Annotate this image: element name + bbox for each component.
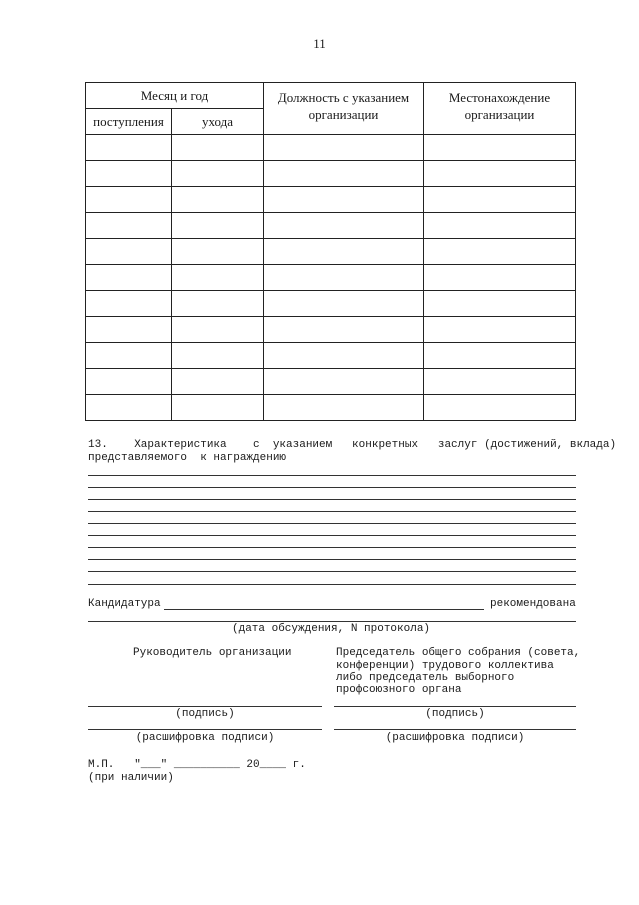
- table-cell[interactable]: [424, 265, 576, 291]
- table-cell[interactable]: [172, 135, 264, 161]
- table-cell[interactable]: [424, 395, 576, 421]
- table-cell[interactable]: [86, 369, 172, 395]
- table-cell[interactable]: [424, 239, 576, 265]
- right-decoding-line: [334, 729, 576, 730]
- table-cell[interactable]: [264, 161, 424, 187]
- characteristic-line: [88, 559, 576, 560]
- right-signature-line: [334, 706, 576, 707]
- table-cell[interactable]: [424, 317, 576, 343]
- table-row: [86, 395, 576, 421]
- table-row: [86, 213, 576, 239]
- table-row: [86, 239, 576, 265]
- candidacy-suffix: рекомендована: [490, 598, 576, 610]
- table-row: [86, 369, 576, 395]
- characteristic-line: [88, 475, 576, 476]
- table-cell[interactable]: [424, 369, 576, 395]
- table-cell[interactable]: [264, 395, 424, 421]
- table-cell[interactable]: [424, 161, 576, 187]
- table-row: [86, 161, 576, 187]
- table-cell[interactable]: [86, 395, 172, 421]
- characteristic-line: [88, 571, 576, 572]
- section-13-line-2: представляемого к награждению: [88, 452, 287, 464]
- table-body: [86, 135, 576, 421]
- table-cell[interactable]: [86, 239, 172, 265]
- table-row: [86, 317, 576, 343]
- table-cell[interactable]: [172, 369, 264, 395]
- table-row: [86, 135, 576, 161]
- characteristic-line: [88, 511, 576, 512]
- table-row: [86, 343, 576, 369]
- characteristic-line: [88, 523, 576, 524]
- left-decoding-caption: (расшифровка подписи): [135, 732, 275, 744]
- table-cell[interactable]: [264, 369, 424, 395]
- table-cell[interactable]: [424, 213, 576, 239]
- candidacy-caption: (дата обсуждения, N протокола): [232, 623, 431, 635]
- left-signatory-title: Руководитель организации: [133, 647, 292, 659]
- seal-note: (при наличии): [88, 772, 174, 784]
- position-header: Должность с указанием организации: [264, 83, 424, 135]
- left-signature-caption: (подпись): [175, 708, 235, 720]
- table-row: [86, 291, 576, 317]
- table-cell[interactable]: [172, 265, 264, 291]
- table-cell[interactable]: [86, 161, 172, 187]
- candidacy-second-line: [88, 621, 576, 622]
- characteristic-line: [88, 487, 576, 488]
- page-number: 11: [313, 36, 326, 51]
- table-cell[interactable]: [264, 317, 424, 343]
- table-cell[interactable]: [172, 317, 264, 343]
- left-decoding-line: [88, 729, 322, 730]
- table-cell[interactable]: [172, 213, 264, 239]
- end-header: ухода: [172, 109, 264, 135]
- characteristic-line: [88, 499, 576, 500]
- candidacy-blank: [164, 609, 484, 610]
- table-cell[interactable]: [86, 187, 172, 213]
- table-cell[interactable]: [264, 135, 424, 161]
- table-cell[interactable]: [264, 265, 424, 291]
- table-cell[interactable]: [424, 187, 576, 213]
- table-cell[interactable]: [86, 135, 172, 161]
- table-cell[interactable]: [264, 343, 424, 369]
- right-signatory-title-1: Председатель общего собрания (совета,: [336, 647, 581, 659]
- table-cell[interactable]: [424, 135, 576, 161]
- table-cell[interactable]: [86, 291, 172, 317]
- table-cell[interactable]: [86, 265, 172, 291]
- table-cell[interactable]: [264, 291, 424, 317]
- table-row: [86, 265, 576, 291]
- section-13-line-1: 13. Характеристика с указанием конкретных заслуг (достижений, вклада): [88, 439, 617, 451]
- characteristic-line: [88, 584, 576, 585]
- table-cell[interactable]: [424, 291, 576, 317]
- table-row: [86, 187, 576, 213]
- table-cell[interactable]: [172, 395, 264, 421]
- table-cell[interactable]: [264, 213, 424, 239]
- right-signatory-title-2: конференции) трудового коллектива: [336, 660, 554, 672]
- table-cell[interactable]: [264, 239, 424, 265]
- table-cell[interactable]: [424, 343, 576, 369]
- characteristic-line: [88, 547, 576, 548]
- employment-history-table: [85, 82, 576, 421]
- month-year-header: Месяц и год: [86, 83, 264, 109]
- table-cell[interactable]: [172, 291, 264, 317]
- table-cell[interactable]: [172, 343, 264, 369]
- table-cell[interactable]: [172, 239, 264, 265]
- table-cell[interactable]: [86, 213, 172, 239]
- table-cell[interactable]: [172, 187, 264, 213]
- table-cell[interactable]: [86, 343, 172, 369]
- right-signature-caption: (подпись): [425, 708, 485, 720]
- right-signatory-title-3: либо председатель выборного: [336, 672, 515, 684]
- characteristic-line: [88, 535, 576, 536]
- start-header: поступления: [86, 109, 172, 135]
- table-cell[interactable]: [264, 187, 424, 213]
- location-header: Местонахождение организации: [424, 83, 576, 135]
- right-signatory-title-4: профсоюзного органа: [336, 684, 462, 696]
- candidacy-label: Кандидатура: [88, 598, 161, 610]
- table-cell[interactable]: [86, 317, 172, 343]
- left-signature-line: [88, 706, 322, 707]
- seal-and-date-line: М.П. "___" __________ 20____ г.: [88, 759, 306, 771]
- table-cell[interactable]: [172, 161, 264, 187]
- right-decoding-caption: (расшифровка подписи): [385, 732, 525, 744]
